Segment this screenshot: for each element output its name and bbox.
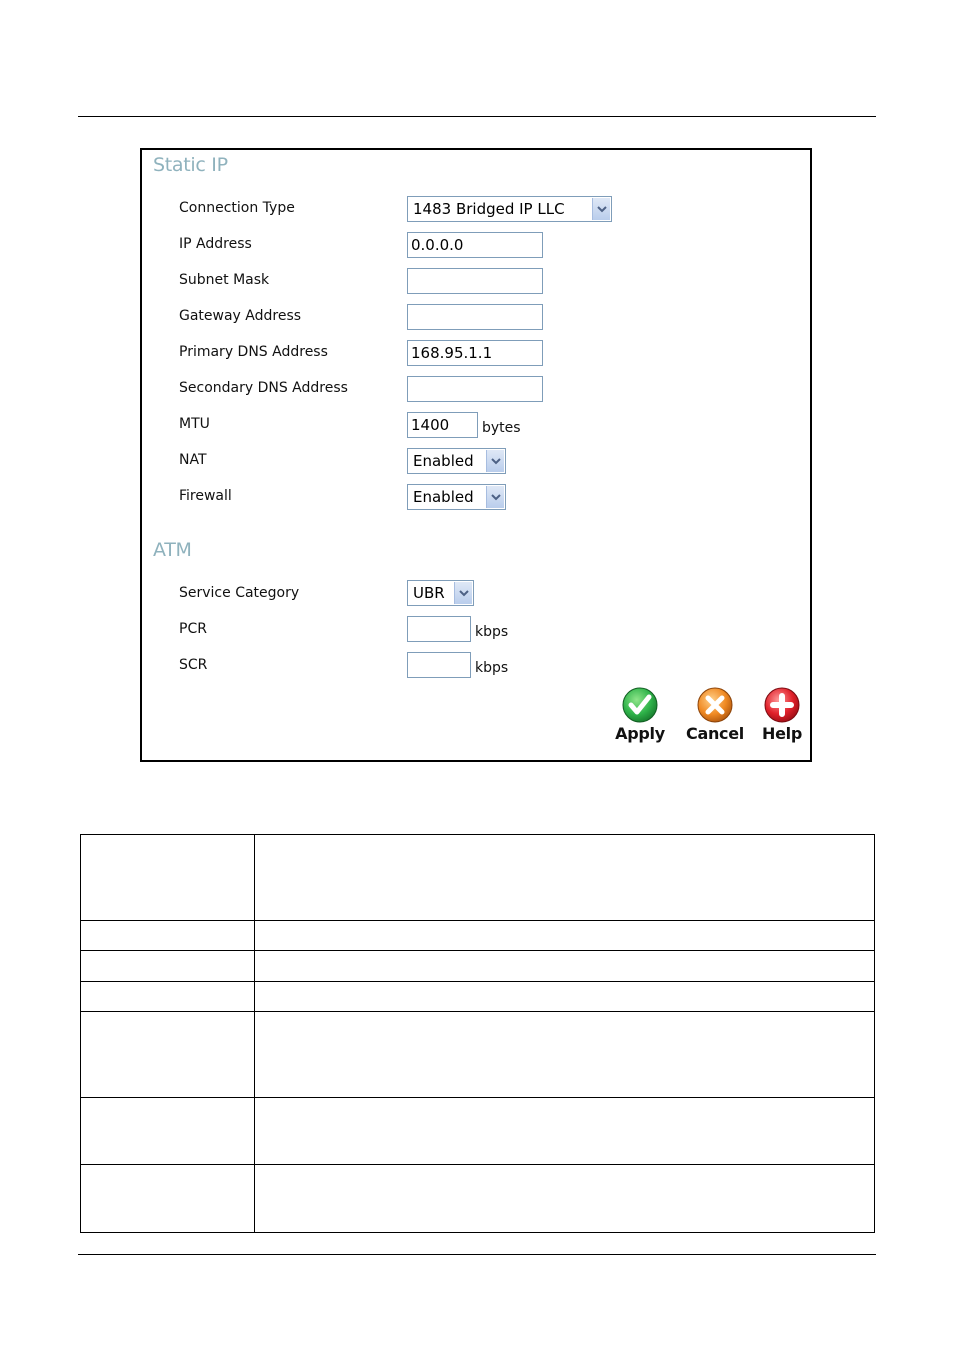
static-ip-panel	[140, 148, 812, 762]
service-category-select[interactable]	[407, 580, 474, 606]
secondary-dns-input[interactable]	[407, 376, 543, 402]
checkmark-icon	[621, 686, 659, 724]
table-row	[81, 951, 875, 982]
table-row	[81, 1165, 875, 1233]
table-cell	[255, 1098, 875, 1165]
help-label: Help	[762, 724, 802, 743]
cancel-x-icon	[696, 686, 734, 724]
ip-address-input[interactable]: 0.0.0.0	[407, 232, 543, 258]
gateway-address-input[interactable]	[407, 304, 543, 330]
scr-label: SCR	[179, 657, 208, 673]
cancel-label: Cancel	[686, 724, 744, 743]
mtu-unit: bytes	[482, 420, 521, 436]
chevron-down-icon[interactable]	[454, 582, 472, 604]
chevron-down-icon[interactable]	[486, 486, 504, 508]
firewall-label: Firewall	[179, 488, 232, 504]
ip-address-label: IP Address	[179, 236, 252, 252]
connection-type-select[interactable]	[407, 196, 612, 222]
table-cell	[255, 1012, 875, 1098]
apply-label: Apply	[615, 724, 665, 743]
scr-input[interactable]	[407, 652, 471, 678]
table-cell	[81, 982, 255, 1012]
footer-rule	[78, 1254, 876, 1255]
primary-dns-input[interactable]: 168.95.1.1	[407, 340, 543, 366]
header-rule	[78, 116, 876, 117]
table-row	[81, 921, 875, 951]
table-cell	[255, 982, 875, 1012]
table-cell	[255, 951, 875, 982]
firewall-select[interactable]	[407, 484, 506, 510]
firewall-value: Enabled	[413, 488, 474, 506]
apply-button[interactable]	[614, 686, 666, 743]
subnet-mask-label: Subnet Mask	[179, 272, 270, 288]
cancel-button[interactable]	[684, 686, 746, 743]
scr-unit: kbps	[475, 660, 509, 676]
table-cell	[81, 951, 255, 982]
chevron-down-icon[interactable]	[592, 198, 610, 220]
table-cell	[81, 1165, 255, 1233]
nat-select[interactable]	[407, 448, 506, 474]
table-cell	[255, 1165, 875, 1233]
service-category-label: Service Category	[179, 585, 300, 601]
pcr-input[interactable]	[407, 616, 471, 642]
connection-type-label: Connection Type	[179, 200, 295, 216]
gateway-address-label: Gateway Address	[179, 308, 302, 324]
help-button[interactable]	[758, 686, 806, 743]
nat-label: NAT	[179, 452, 207, 468]
section-title-atm: ATM	[153, 539, 192, 561]
table-cell	[81, 921, 255, 951]
primary-dns-label: Primary DNS Address	[179, 344, 328, 360]
table-cell	[81, 1098, 255, 1165]
description-table	[80, 834, 875, 1233]
mtu-input[interactable]: 1400	[407, 412, 478, 438]
table-cell	[81, 1012, 255, 1098]
table-row	[81, 982, 875, 1012]
chevron-down-icon[interactable]	[486, 450, 504, 472]
section-title-static-ip: Static IP	[153, 154, 228, 176]
table-row	[81, 1098, 875, 1165]
secondary-dns-label: Secondary DNS Address	[179, 380, 348, 396]
table-row	[81, 835, 875, 921]
mtu-label: MTU	[179, 416, 210, 432]
table-cell	[255, 835, 875, 921]
pcr-unit: kbps	[475, 624, 509, 640]
connection-type-value: 1483 Bridged IP LLC	[413, 200, 565, 218]
subnet-mask-input[interactable]	[407, 268, 543, 294]
table-cell	[255, 921, 875, 951]
help-plus-icon	[763, 686, 801, 724]
table-cell	[81, 835, 255, 921]
nat-value: Enabled	[413, 452, 474, 470]
pcr-label: PCR	[179, 621, 207, 637]
service-category-value: UBR	[413, 584, 445, 602]
table-row	[81, 1012, 875, 1098]
